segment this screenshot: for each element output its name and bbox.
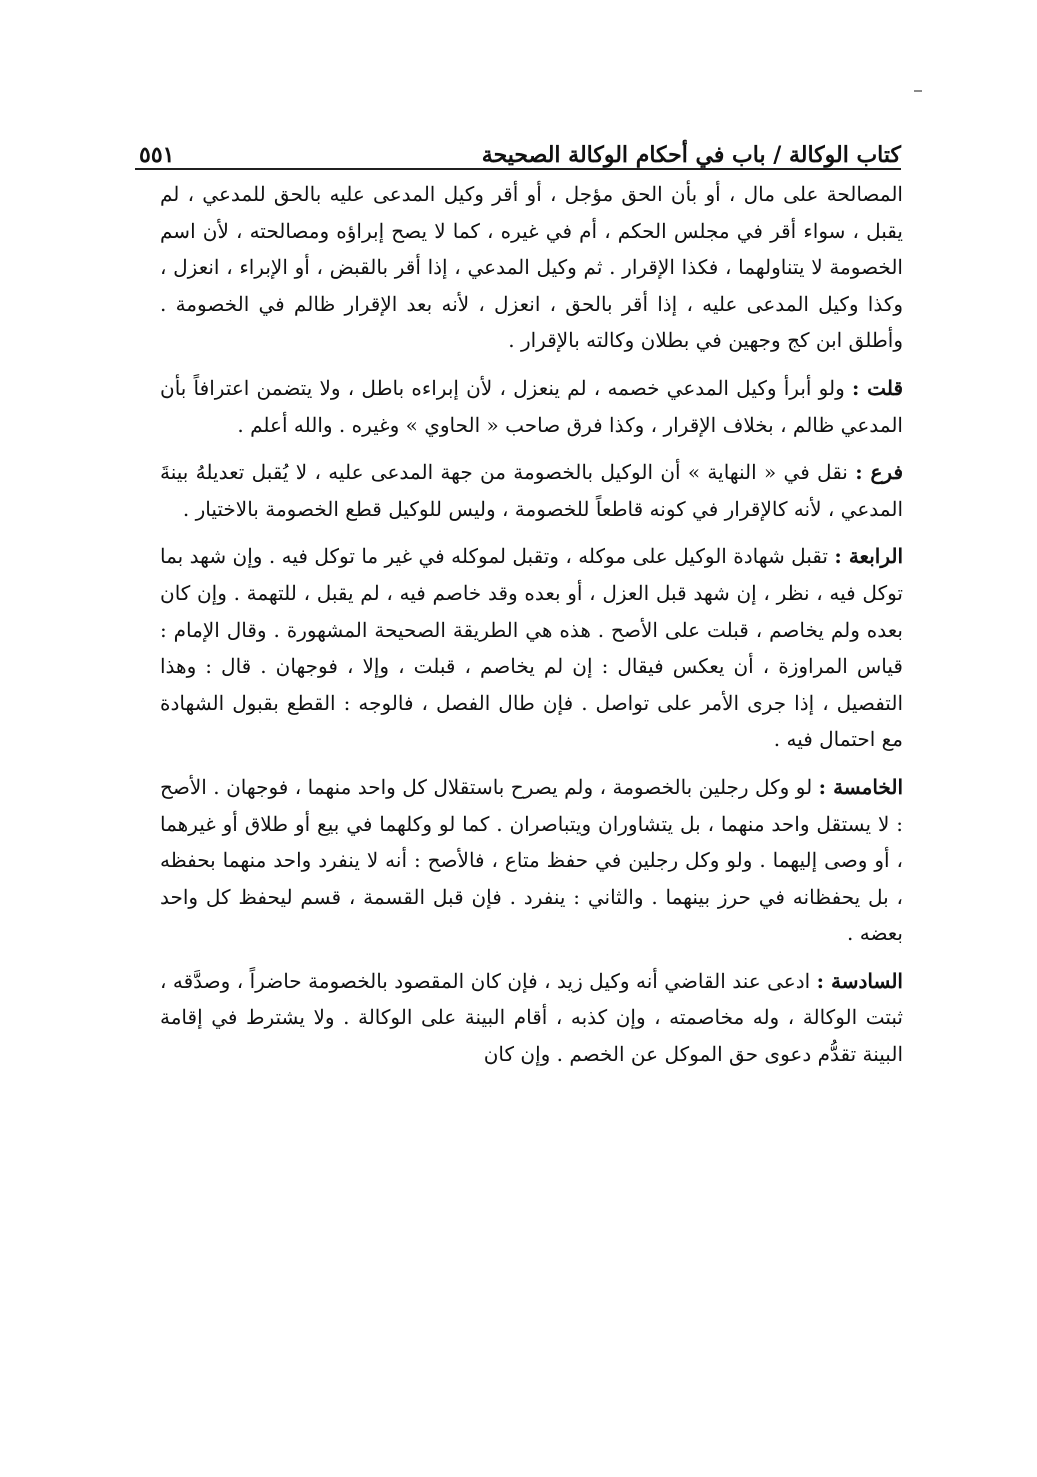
paragraph-lead: قلت : <box>851 375 903 400</box>
paragraph-text: ولو أبرأ وكيل المدعي خصمه ، لم ينعزل ، لأن إبراءه باطل ، ولا يتضمن اعترافاً بأن المدعي ظالم ، بخلاف الإقرار ، وكذا فرق صاحب « الحاوي » وغيره . والله أعلم . <box>160 375 903 437</box>
page-number: ٥٥١ <box>139 141 175 168</box>
paragraph-text: المصالحة على مال ، أو بأن الحق مؤجل ، أو أقر وكيل المدعى عليه بالحق للمدعي ، لم يقبل ، سواء أقر في مجلس الحكم ، أم في غيره ، كما لا يصح إبراؤه ومصالحته ، لأن اسم الخصومة لا يتناولهما ، فكذا الإقرار . ثم وكيل المدعي ، إذا أقر بالقبض ، أو الإبراء ، انعزل ، وكذا وكيل المدعى عليه ، إذا أقر بالحق ، انعزل ، لأنه بعد الإقرار ظالم في الخصومة . وأطلق ابن كج وجهين في بطلان وكالته بالإقرار . <box>160 182 903 353</box>
body-text <box>160 176 903 1361</box>
scan-speck <box>914 90 922 92</box>
paragraph-rabia <box>160 538 903 758</box>
paragraph-text: تقبل شهادة الوكيل على موكله ، وتقبل لموكله في غير ما توكل فيه . وإن شهد بما توكل فيه ، نظر ، إن شهد قبل العزل ، أو بعده وقد خاصم فيه ، لم يقبل ، للتهمة . وإن كان بعده ولم يخاصم ، قبلت على الأصح . هذه هي الطريقة الصحيحة المشهورة . وقال الإمام : قياس المراوزة ، أن يعكس فيقال : إن لم يخاصم ، قبلت ، وإلا ، فوجهان . قال : وهذا التفصيل ، إذا جرى الأمر على تواصل . فإن طال الفصل ، فالوجه : القطع بقبول الشهادة مع احتمال فيه . <box>160 544 903 752</box>
header-rule <box>135 168 901 170</box>
paragraph-khamisa <box>160 769 903 952</box>
paragraph-qult <box>160 370 903 443</box>
paragraph-far <box>160 454 903 527</box>
paragraph-lead: الرابعة : <box>834 544 903 569</box>
paragraph-continuation <box>160 176 903 359</box>
paragraph-text: ادعى عند القاضي أنه وكيل زيد ، فإن كان المقصود بالخصومة حاضراً ، وصدَّقه ، ثبتت الوكالة ، وله مخاصمته ، وإن كذبه ، أقام البينة على الوكالة . ولا يشترط في إقامة البينة تقدُّم دعوى حق الموكل عن الخصم . وإن كان <box>160 968 903 1067</box>
running-title: كتاب الوكالة / باب في أحكام الوكالة الصحيحة <box>481 141 901 168</box>
paragraph-lead: الخامسة : <box>818 774 903 799</box>
paragraph-text: نقل في « النهاية » أن الوكيل بالخصومة من جهة المدعى عليه ، لا يُقبل تعديلهُ بينةَ المدعي ، لأنه كالإقرار في كونه قاطعاً للخصومة ، وليس للوكيل قطع الخصومة بالاختيار . <box>160 460 903 521</box>
paragraph-text: لو وكل رجلين بالخصومة ، ولم يصرح باستقلال كل واحد منهما ، فوجهان . الأصح : لا يستقل واحد منهما ، بل يتشاوران ويتباصران . كما لو وكلهما في بيع أو طلاق أو غيرهما ، أو وصى إليهما . ولو وكل رجلين في حفظ متاع ، فالأصح : أنه لا ينفرد واحد منهما بحفظه ، بل يحفظانه في حرز بينهما . والثاني : ينفرد . فإن قبل القسمة ، قسم ليحفظ كل واحد بعضه . <box>160 774 903 946</box>
paragraph-lead: السادسة : <box>816 968 903 993</box>
paragraph-lead: فرع : <box>855 460 903 485</box>
paragraph-sadisa <box>160 963 903 1073</box>
page-header <box>135 118 901 168</box>
